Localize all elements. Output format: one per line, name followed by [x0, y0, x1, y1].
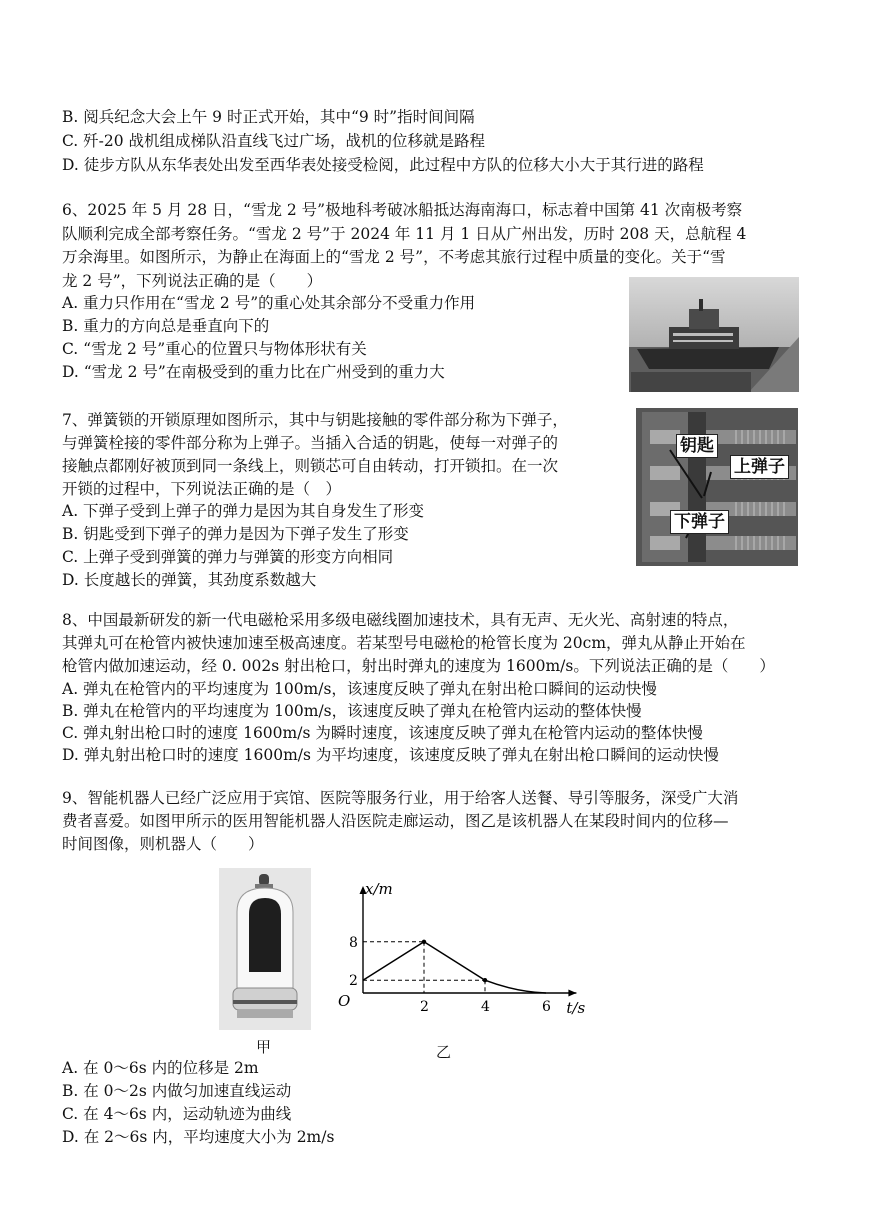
y-tick-label: 8 [349, 934, 358, 951]
q7-stem-line-4: 开锁的过程中，下列说法正确的是（ ） [62, 480, 342, 498]
q5-option-b: B. 阅兵纪念大会上午 9 时正式开始，其中“9 时”指时间间隔 [62, 108, 475, 126]
caption-figure-a: 甲 [256, 1038, 272, 1056]
q6-stem-line-4: 龙 2 号”，下列说法正确的是（ ） [62, 272, 323, 290]
q5-option-d: D. 徒步方队从东华表处出发至西华表处接受检阅，此过程中方队的位移大小大于其行进的路程 [62, 156, 704, 174]
x-axis-label: t/s [566, 999, 586, 1017]
y-tick-label: 2 [349, 973, 358, 990]
q6-option-c: C. “雪龙 2 号”重心的位置只与物体形状有关 [62, 340, 367, 358]
medical-robot-photo [219, 868, 311, 1030]
q7-stem-line-2: 与弹簧栓接的零件部分称为上弹子。当插入合适的钥匙，使每一对弹子的 [62, 434, 559, 452]
q8-stem-line-3: 枪管内做加速运动，经 0. 002s 射出枪口，射出时弹丸的速度为 1600m/s。下列说法正确的是（ ） [62, 657, 775, 675]
key-label: 钥匙 [676, 434, 718, 458]
q9-stem-line-3: 时间图像，则机器人（ ） [62, 835, 264, 853]
q6-option-d: D. “雪龙 2 号”在南极受到的重力比在广州受到的重力大 [62, 363, 445, 381]
q6-stem-line-2: 队顺利完成全部考察任务。“雪龙 2 号”于 2024 年 11 月 1 日从广州出发，历时 208 天，总航程 4 [62, 225, 747, 243]
q9-option-a: A. 在 0～6s 内的位移是 2m [62, 1059, 259, 1077]
icebreaker-ship-photo [629, 277, 799, 392]
q5-option-c: C. 歼-20 战机组成梯队沿直线飞过广场，战机的位移就是路程 [62, 132, 486, 150]
q7-option-d: D. 长度越长的弹簧，其劲度系数越大 [62, 571, 317, 589]
q6-stem-line-3: 万余海里。如图所示，为静止在海面上的“雪龙 2 号”，不考虑其旅行过程中质量的变化。关于“雪 [62, 248, 726, 266]
q9-stem-line-1: 9、智能机器人已经广泛应用于宾馆、医院等服务行业，用于给客人送餐、导引等服务，深受广大消 [62, 789, 739, 807]
q8-option-d: D. 弹丸射出枪口时的速度 1600m/s 为平均速度，该速度反映了弹丸在射出枪口瞬间的运动快慢 [62, 746, 719, 764]
q9-option-c: C. 在 4～6s 内，运动轨迹为曲线 [62, 1105, 292, 1123]
q7-option-c: C. 上弹子受到弹簧的弹力与弹簧的形变方向相同 [62, 548, 394, 566]
q9-stem-line-2: 费者喜爱。如图甲所示的医用智能机器人沿医院走廊运动，图乙是该机器人在某段时间内的位移— [62, 812, 729, 830]
q8-option-a: A. 弹丸在枪管内的平均速度为 100m/s，该速度反映了弹丸在射出枪口瞬间的运动快慢 [62, 680, 657, 698]
q7-option-a: A. 下弹子受到上弹子的弹力是因为其自身发生了形变 [62, 502, 425, 520]
x-tick-label: 6 [542, 999, 551, 1015]
q8-option-c: C. 弹丸射出枪口时的速度 1600m/s 为瞬时速度，该速度反映了弹丸在枪管内运动的整体快慢 [62, 724, 703, 742]
position-time-chart [335, 880, 590, 1025]
q9-option-d: D. 在 2～6s 内，平均速度大小为 2m/s [62, 1128, 335, 1146]
caption-figure-b: 乙 [436, 1043, 452, 1061]
q8-stem-line-2: 其弹丸可在枪管内被快速加速至极高速度。若某型号电磁枪的枪管长度为 20cm，弹丸从静止开始在 [62, 634, 746, 652]
pin-lock-figure [636, 408, 798, 566]
q7-option-b: B. 钥匙受到下弹子的弹力是因为下弹子发生了形变 [62, 525, 409, 543]
q6-option-a: A. 重力只作用在“雪龙 2 号”的重心处其余部分不受重力作用 [62, 294, 476, 312]
q8-option-b: B. 弹丸在枪管内的平均速度为 100m/s，该速度反映了弹丸在枪管内运动的整体快慢 [62, 702, 642, 720]
q7-stem-line-1: 7、弹簧锁的开锁原理如图所示，其中与钥匙接触的零件部分称为下弹子， [62, 411, 568, 429]
graph-curve [485, 980, 546, 993]
q6-option-b: B. 重力的方向总是垂直向下的 [62, 317, 270, 335]
x-axis-arrow [568, 990, 576, 997]
graph-segment [424, 942, 485, 980]
q8-stem-line-1: 8、中国最新研发的新一代电磁枪采用多级电磁线圈加速技术，具有无声、无火光、高射速的特点， [62, 611, 739, 629]
y-axis-label: x/m [365, 880, 393, 898]
q7-stem-line-3: 接触点都刚好被顶到同一条线上，则锁芯可自由转动，打开锁扣。在一次 [62, 457, 559, 475]
lower-pin-label: 下弹子 [670, 510, 729, 534]
origin-label: O [338, 992, 351, 1010]
upper-pin-label: 上弹子 [730, 455, 789, 479]
q9-option-b: B. 在 0～2s 内做匀加速直线运动 [62, 1082, 292, 1100]
graph-segment [363, 942, 424, 980]
q6-stem-line-1: 6、2025 年 5 月 28 日，“雪龙 2 号”极地科考破冰船抵达海南海口，标志着中国第 41 次南极考察 [62, 201, 743, 219]
x-tick-label: 2 [420, 999, 429, 1015]
x-tick-label: 4 [481, 999, 490, 1015]
